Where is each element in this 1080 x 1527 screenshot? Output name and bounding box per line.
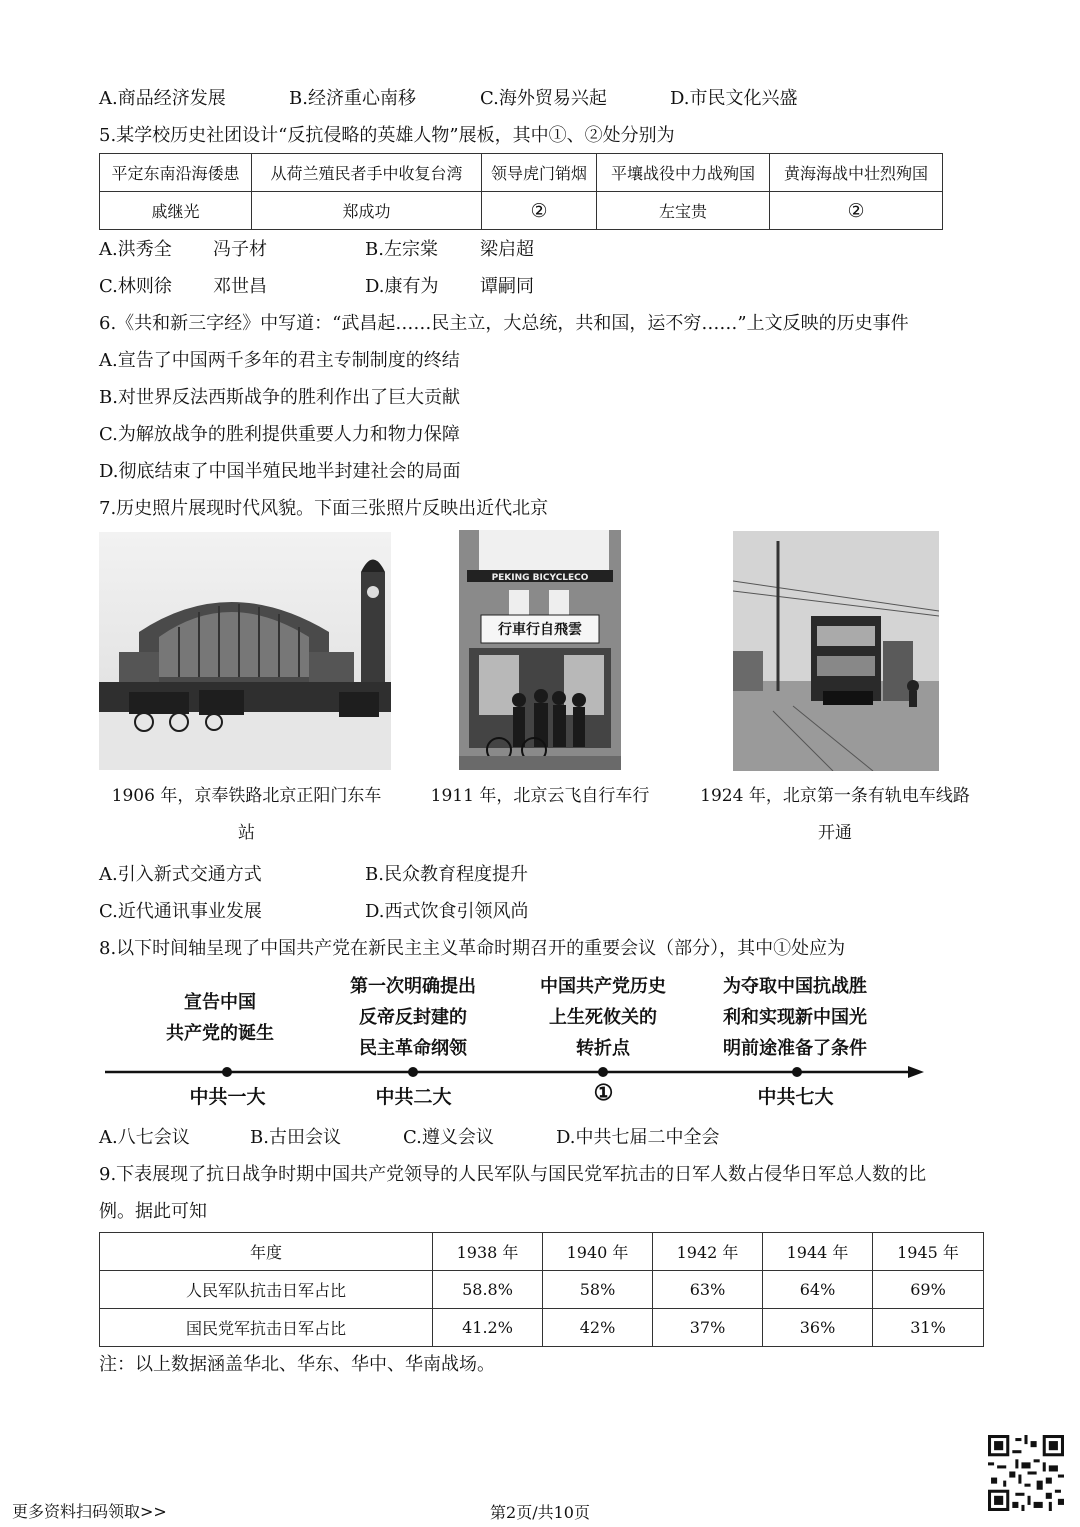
q4-option-b: B.经济重心南移 <box>289 88 416 109</box>
q7-option-c: C.近代通讯事业发展 <box>99 901 262 922</box>
timeline-event-2-name: 中共二大 <box>375 1086 452 1108</box>
q7-option-b: B.民众教育程度提升 <box>365 864 528 885</box>
table-cell: 平壤战役中力战殉国 <box>597 154 770 192</box>
table-cell: 黄海海战中壮烈殉国 <box>770 154 943 192</box>
timeline-node <box>222 1067 232 1077</box>
table-header-cell: 年度 <box>100 1233 433 1271</box>
table-row <box>100 1309 984 1347</box>
q6-option-b: B.对世界反法西斯战争的胜利作出了巨大贡献 <box>99 387 460 408</box>
timeline-event-3-name: ① <box>593 1080 614 1106</box>
q4-option-a: A.商品经济发展 <box>99 88 226 109</box>
table-cell: 69% <box>873 1271 984 1309</box>
q5-option-a-letter: A.洪秀全 <box>99 239 172 260</box>
table-header-cell: 1940 年 <box>543 1233 653 1271</box>
timeline-node <box>792 1067 802 1077</box>
q5-option-d-letter: D.康有为 <box>365 276 439 297</box>
q7-option-a: A.引入新式交通方式 <box>99 864 262 885</box>
q8-option-b: B.古田会议 <box>250 1127 341 1148</box>
timeline-text: 为夺取中国抗战胜 <box>723 976 867 997</box>
table-cell: 58% <box>543 1271 653 1309</box>
timeline-text: 第一次明确提出 <box>350 976 476 997</box>
photo3-caption-line2: 开通 <box>818 823 852 843</box>
table-cell: 平定东南沿海倭患 <box>100 154 252 192</box>
footer-scan-prompt[interactable]: 更多资料扫码领取>> <box>12 1502 167 1521</box>
q5-option-c-name: 邓世昌 <box>213 276 267 297</box>
q8-option-d: D.中共七届二中全会 <box>556 1127 720 1148</box>
photo1-caption-line1: 1906 年，京奉铁路北京正阳门东车 <box>111 786 382 806</box>
table-row <box>100 154 943 192</box>
photo1-caption-line2: 站 <box>238 823 255 843</box>
table-cell: ② <box>770 192 943 230</box>
timeline-event-2-desc <box>318 971 508 1064</box>
q5-option-b-name: 梁启超 <box>480 239 534 260</box>
timeline-text: 转折点 <box>576 1038 630 1059</box>
table-cell: 36% <box>763 1309 873 1347</box>
table-cell: 国民党军抗击日军占比 <box>100 1309 433 1347</box>
yunfei-shop-sign: 行車行自飛雲 <box>498 622 582 638</box>
timeline-text: 民主革命纲领 <box>359 1038 467 1059</box>
table-cell: 41.2% <box>433 1309 543 1347</box>
bicycle-shop-photo <box>459 530 621 770</box>
timeline-text: 明前途准备了条件 <box>723 1038 867 1059</box>
q4-option-d: D.市民文化兴盛 <box>670 88 798 109</box>
photo2-caption: 1911 年，北京云飞自行车行 <box>430 786 650 806</box>
timeline-text: 宣告中国 <box>184 992 256 1013</box>
photo3-caption-line1: 1924 年，北京第一条有轨电车线路 <box>700 786 970 806</box>
table-cell: 31% <box>873 1309 984 1347</box>
q9-stem-line2: 例。据此可知 <box>99 1201 207 1222</box>
table-cell: 42% <box>543 1309 653 1347</box>
table-cell: 58.8% <box>433 1271 543 1309</box>
timeline-text: 中国共产党历史 <box>540 976 666 997</box>
table-cell: 领导虎门销烟 <box>482 154 597 192</box>
q7-stem: 7.历史照片展现时代风貌。下面三张照片反映出近代北京 <box>99 498 549 519</box>
table-header-cell: 1942 年 <box>653 1233 763 1271</box>
table-cell: 37% <box>653 1309 763 1347</box>
timeline-text: 上生死攸关的 <box>549 1007 657 1028</box>
timeline-text: 反帝反封建的 <box>359 1007 467 1028</box>
timeline-event-3-desc <box>508 971 698 1064</box>
timeline-event-4-desc <box>690 971 900 1064</box>
table-cell: 64% <box>763 1271 873 1309</box>
table-cell: 左宝贵 <box>597 192 770 230</box>
table-header-cell: 1944 年 <box>763 1233 873 1271</box>
q5-option-a-name: 冯子材 <box>213 239 267 260</box>
q5-option-d-name: 谭嗣同 <box>480 276 534 297</box>
timeline-node <box>598 1067 608 1077</box>
q8-stem: 8.以下时间轴呈现了中国共产党在新民主主义革命时期召开的重要会议（部分），其中①处应为 <box>99 938 846 959</box>
q9-note: 注：以上数据涵盖华北、华东、华中、华南战场。 <box>99 1354 495 1375</box>
q5-table <box>99 153 943 230</box>
q6-option-d: D.彻底结束了中国半殖民地半封建社会的局面 <box>99 461 461 482</box>
timeline-event-1-name: 中共一大 <box>189 1086 266 1108</box>
table-cell: 人民军队抗击日军占比 <box>100 1271 433 1309</box>
q8-option-c: C.遵义会议 <box>403 1127 494 1148</box>
table-cell: 63% <box>653 1271 763 1309</box>
table-header-cell: 1938 年 <box>433 1233 543 1271</box>
q6-option-c: C.为解放战争的胜利提供重要人力和物力保障 <box>99 424 460 445</box>
railway-station-photo <box>99 532 391 770</box>
table-cell: 从荷兰殖民者手中收复台湾 <box>252 154 482 192</box>
q9-stem-line1: 9.下表展现了抗日战争时期中国共产党领导的人民军队与国民党军抗击的日军人数占侵华日军总人数的比 <box>99 1164 927 1185</box>
timeline-event-4-name: 中共七大 <box>757 1086 834 1108</box>
page-number: 第2页/共10页 <box>490 1503 590 1522</box>
peking-bicycle-sign: PEKING BICYCLECO <box>491 573 589 583</box>
q9-table <box>99 1232 984 1347</box>
q8-option-a: A.八七会议 <box>99 1127 190 1148</box>
table-header-cell: 1945 年 <box>873 1233 984 1271</box>
timeline-text: 共产党的诞生 <box>166 1023 274 1044</box>
timeline-text: 利和实现新中国光 <box>723 1007 867 1028</box>
timeline-node <box>408 1067 418 1077</box>
q6-option-a: A.宣告了中国两千多年的君主专制制度的终结 <box>99 350 460 371</box>
q5-stem: 5.某学校历史社团设计“反抗侵略的英雄人物”展板，其中①、②处分别为 <box>99 125 675 146</box>
q5-option-b-letter: B.左宗棠 <box>365 239 438 260</box>
timeline-event-1-desc <box>140 987 300 1049</box>
q5-option-c-letter: C.林则徐 <box>99 276 172 297</box>
table-cell: ② <box>482 192 597 230</box>
table-cell: 郑成功 <box>252 192 482 230</box>
q4-option-c: C.海外贸易兴起 <box>480 88 607 109</box>
q6-stem: 6.《共和新三字经》中写道：“武昌起……民主立，大总统，共和国，运不穷……”上文反映的历史事件 <box>99 313 909 334</box>
table-row <box>100 1271 984 1309</box>
tram-photo <box>733 531 939 771</box>
q7-option-d: D.西式饮食引领风尚 <box>365 901 529 922</box>
table-row <box>100 192 943 230</box>
table-cell: 戚继光 <box>100 192 252 230</box>
table-row <box>100 1233 984 1271</box>
